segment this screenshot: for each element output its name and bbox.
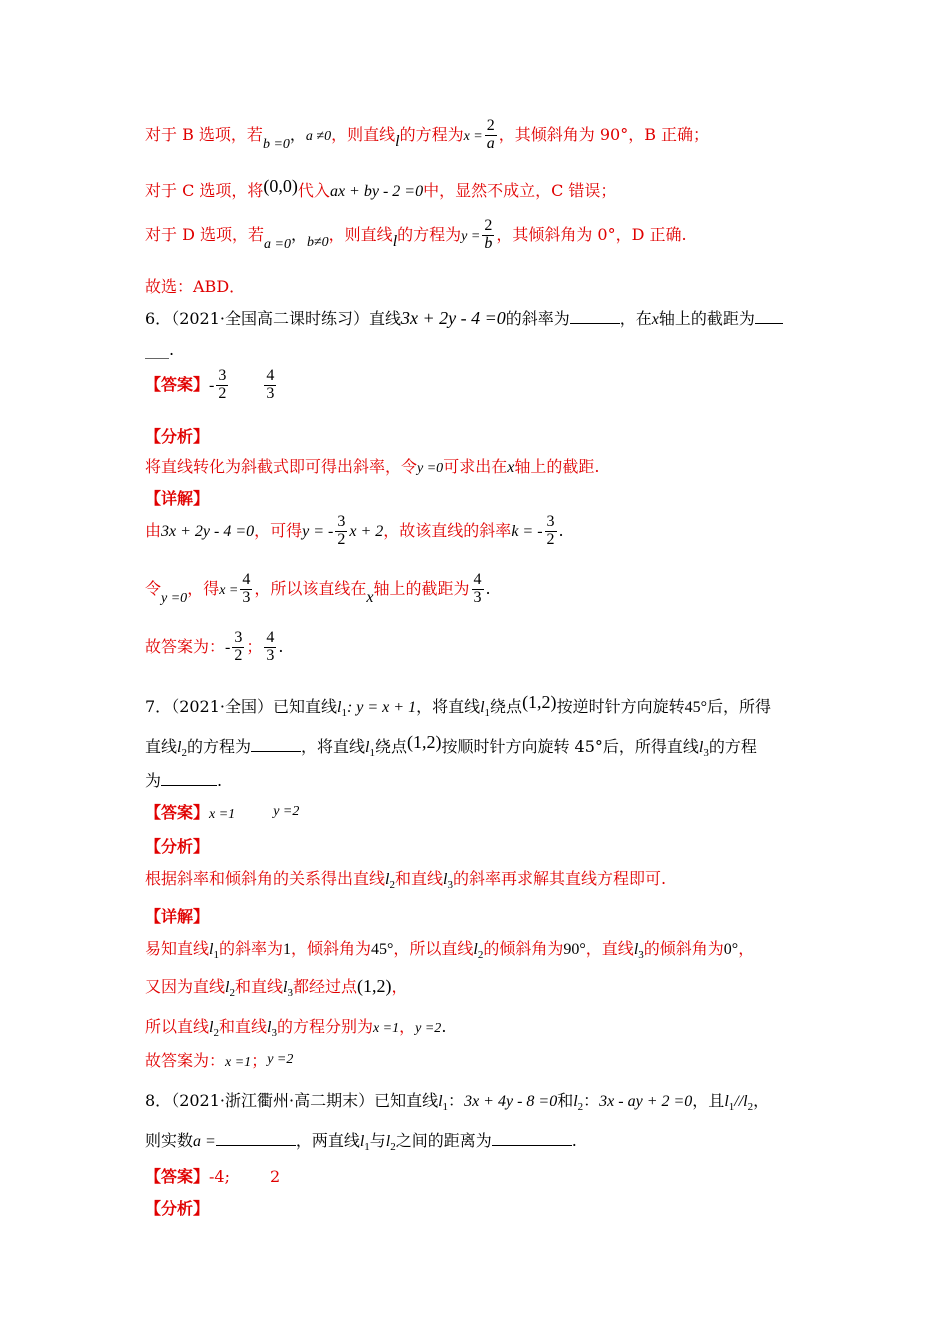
q8-source: （2021·浙江衢州·高二期末）已知直线 [171, 1091, 439, 1110]
c-option-line [145, 176, 616, 201]
d-option-mid2: 的方程为 [397, 224, 462, 244]
q7-a-l3: l [442, 871, 448, 888]
q7-d3-l2: l [209, 1019, 214, 1036]
c-equation: ax + by - 2 =0 [329, 183, 424, 200]
q8-answer-tag: 【答案】 [145, 1167, 210, 1186]
q6-final-pre: 故答案为： [145, 636, 226, 656]
q7-d1g: 的倾斜角为 [483, 939, 564, 958]
q7-question-line1: 7．（2021·全国）已知直线$l_1$: y = x + 1，将直线$l_1$绕点(1,2)按逆时针方向旋转45°后，所得 [145, 692, 771, 719]
q8-t3: ，两直线 [295, 1131, 360, 1150]
q7-d1i: ，直线 [585, 939, 634, 958]
q7-l2: l [177, 739, 182, 756]
q7-blank1[interactable] [251, 737, 301, 752]
q7-analysis-line: 根据斜率和倾斜角的关系得出直线$l_2$和直线$l_3$的斜率再求解其直线方程即可. [145, 869, 667, 891]
q7-d1-l2: l [473, 941, 478, 958]
q6-question-line1 [145, 306, 783, 329]
q7-a3: 的斜率再求解其直线方程即可. [452, 869, 667, 888]
q7-final1: x =1 [225, 1055, 252, 1070]
q7-d1f: ，所以直线 [393, 939, 474, 958]
q8-t6: . [571, 1131, 577, 1150]
q7-t4: 后，所得 [706, 697, 771, 716]
q7-detail-line3: 所以直线$l_2$和直线$l_3$的方程分别为x =1，y =2. [145, 1017, 447, 1039]
b-fraction: $\frac{2}{a}$ [486, 117, 495, 152]
d-fraction: $\frac{2}{b}$ [484, 217, 493, 252]
b-condition-2: a ≠0 [305, 128, 332, 144]
q7-d2d: (1,2) [356, 976, 392, 996]
q8-a-eq: a = [193, 1133, 216, 1150]
c-point: (0,0) [263, 176, 298, 196]
b-option-prefix: 对于 B 选项，若 [145, 124, 263, 144]
q6-blank2[interactable] [755, 309, 783, 324]
d-line-l: l [392, 232, 398, 250]
q7-d1d: ，倾斜角为 [290, 939, 371, 958]
q6-x: x [651, 311, 659, 328]
q6-text1: 的斜率为 [505, 309, 570, 328]
q6-d1-y: y = - [302, 522, 334, 540]
q7-d3d: x =1 [372, 1021, 400, 1036]
q7-d2-l2: l [225, 979, 230, 996]
q6-equation: 3x + 2y - 4 =0 [401, 308, 506, 328]
q7-answer-tag: 【答案】 [145, 803, 210, 822]
q6-answer-line [145, 368, 278, 403]
q8-answer-line [145, 1164, 280, 1187]
q7-d3e: ， [399, 1017, 416, 1036]
q7-t3: 按逆时针方向旋转 [556, 697, 685, 716]
q6-analysis-text2: 可求出在 [443, 457, 508, 476]
q8-line2a: 则实数 [145, 1131, 194, 1150]
q7-t2: 绕点 [490, 697, 523, 716]
b-option-suffix: ，其倾斜角为 90°，B 正确； [498, 124, 710, 144]
q7-ans2: y =2 [273, 804, 300, 819]
q7-detail-line2: 又因为直线$l_2$和直线$l_3$都经过点(1,2)， [145, 976, 408, 999]
q6-analysis-x: x [507, 459, 515, 476]
q6-blank1[interactable] [570, 309, 620, 324]
q8-l2: l [573, 1093, 578, 1110]
q6-source: （2021·全国高二课时练习）直线 [171, 309, 401, 328]
q7-d1j: 的倾斜角为 [643, 939, 724, 958]
q7-number: 7． [145, 697, 172, 716]
q7-d2c: 都经过点 [292, 977, 357, 996]
q8-q-l1: l [359, 1133, 365, 1150]
d-eq-lhs: y = [461, 228, 481, 244]
q6-text3: 轴上的截距为 [658, 309, 755, 328]
q8-par-l1: l [724, 1093, 729, 1110]
q7-d2a: 又因为直线 [145, 977, 226, 996]
q7-detail-tag: 【详解】 [145, 907, 210, 926]
q7-l1-equation: : y = x + 1 [346, 699, 417, 716]
q7-d1l: ， [738, 939, 755, 958]
q7-l1b: l [480, 699, 485, 716]
q8-par-l2: l [743, 1093, 748, 1110]
d-option-suffix: ，其倾斜角为 0°，D 正确. [496, 224, 687, 244]
q6-d1-mid2: ，故该直线的斜率 [383, 520, 512, 540]
q7-deg: 45° [684, 699, 707, 716]
q6-d2-fraction2: $\frac{4}{3}$ [473, 571, 482, 606]
q7-d2-l3: l [282, 979, 288, 996]
q7-d1a: 易知直线 [145, 939, 210, 958]
q7-t8: 按顺时针方向旋转 45°后，所得直线 [441, 737, 699, 756]
q6-d2-x2: x [366, 588, 374, 606]
q8-colon2: ： [583, 1091, 600, 1110]
q6-number: 6． [145, 309, 172, 328]
q8-eq1: 3x + 4y - 8 =0 [464, 1093, 558, 1110]
q5-conclusion: 故选：ABD． [145, 277, 246, 296]
q7-detail-line1: 易知直线$l_1$的斜率为1，倾斜角为45°，所以直线$l_2$的倾斜角为90°，直线$l_3$的倾斜角为0°， [145, 939, 755, 961]
q7-a2: 和直线 [394, 869, 443, 888]
q7-d1c: 1 [282, 941, 291, 958]
q8-blank1[interactable] [216, 1131, 296, 1146]
q7-d1-l1: l [209, 941, 214, 958]
q7-t1: ，将直线 [416, 697, 481, 716]
q7-t11: . [217, 771, 223, 790]
q6-detail-line1 [145, 514, 564, 549]
q7-analysis-tag: 【分析】 [145, 837, 210, 856]
b-option-line: 对于 B 选项，若b =0，a ≠0，则直线l的方程为x = $\frac{2}{a}$ ，其倾斜角为 90°，B 正确； [145, 117, 710, 152]
q6-answer-tag: 【答案】 [145, 374, 210, 394]
q7-a1: 根据斜率和倾斜角的关系得出直线 [145, 869, 386, 888]
q6-analysis-line [145, 454, 599, 477]
q7-d2b: 和直线 [234, 977, 283, 996]
q7-a-l2: l [385, 871, 390, 888]
q6-d1-eq: 3x + 2y - 4 =0 [161, 522, 255, 540]
q7-ans1: x =1 [209, 807, 236, 822]
q8-t1: ，且 [692, 1091, 725, 1110]
d-condition-1: a =0 [264, 236, 291, 252]
q7-point2: (1,2) [406, 732, 442, 752]
q8-question-line1: 8．（2021·浙江衢州·高二期末）已知直线$l_1$：3x + 4y - 8 =0和$l_2$：3x - ay + 2 =0，且$l_1//l_2$， [145, 1091, 770, 1113]
q8-ans1: -4; [209, 1167, 230, 1186]
q7-d3g: . [441, 1017, 447, 1036]
q7-final2: y =2 [267, 1052, 294, 1067]
q6-d2-mid: ，得 [187, 578, 220, 598]
q6-final-line [145, 630, 283, 665]
c-option-prefix: 对于 C 选项，将 [145, 181, 264, 200]
q6-d2-fraction: $\frac{4}{3}$ [242, 571, 251, 606]
q8-number: 8． [145, 1091, 172, 1110]
c-option-suffix: 中，显然不成立，C 错误； [423, 181, 617, 200]
q7-d1k: 0° [723, 941, 739, 958]
q6-text2: ，在 [619, 309, 652, 328]
q6-d1-k: k = - [511, 522, 543, 540]
q6-d2-pre: 令 [145, 578, 162, 598]
q6-d2-eq: y =0 [161, 590, 188, 606]
q7-l1: l [337, 699, 342, 716]
q7-d1e: 45° [371, 941, 394, 958]
q8-colon1: ： [448, 1091, 465, 1110]
q7-question-line2: 直线$l_2$的方程为 ，将直线$l_1$绕点(1,2)按顺时针方向旋转 45°后，所得直线$l_3$的方程 [145, 732, 757, 759]
q6-d2-mid3: 轴上的截距为 [373, 578, 470, 598]
q6-d2-mid2: ，所以该直线在 [254, 578, 367, 598]
d-option-mid: ，则直线 [328, 224, 393, 244]
q8-analysis-tag: 【分析】 [145, 1199, 210, 1218]
q6-d1-k-fraction: $\frac{3}{2}$ [546, 513, 555, 548]
q6-d1-rest: x + 2 [349, 522, 384, 540]
q6-d1-pre: 由 [145, 520, 162, 540]
q6-ans2-fraction: $\frac{4}{3}$ [266, 367, 275, 402]
q7-t6: ，将直线 [300, 737, 365, 756]
q8-eq2: 3x - ay + 2 =0 [599, 1093, 693, 1110]
q6-analysis-eq: y =0 [417, 461, 444, 476]
q6-detail-line2 [145, 572, 491, 607]
q7-final-line [145, 1048, 293, 1071]
b-option-mid2: 的方程为 [399, 124, 464, 144]
q7-t7: 绕点 [374, 737, 407, 756]
q6-d1-mid: ，可得 [254, 520, 303, 540]
q7-d2e: ， [391, 977, 408, 996]
q7-d1-l3: l [633, 941, 639, 958]
q6-analysis-text: 将直线转化为斜截式即可得出斜率，令 [145, 457, 418, 476]
q7-answer-line [145, 800, 299, 823]
q6-question-line2: ___. [145, 340, 175, 359]
q6-final-fraction2: $\frac{4}{3}$ [266, 629, 275, 664]
q8-t2: ， [753, 1091, 770, 1110]
q7-d1b: 的斜率为 [218, 939, 283, 958]
q6-analysis-text3: 轴上的截距. [514, 457, 600, 476]
q7-d1h: 90° [563, 941, 586, 958]
q7-source: （2021·全国）已知直线 [171, 697, 337, 716]
q8-l1: l [438, 1093, 443, 1110]
b-line-l: l [395, 132, 400, 150]
q6-d2-end: . [485, 578, 491, 598]
q7-line-pre: 直线 [145, 737, 178, 756]
q6-d1-fraction: $\frac{3}{2}$ [337, 513, 346, 548]
b-condition-1: b =0 [262, 136, 290, 152]
q7-d3b: 和直线 [218, 1017, 267, 1036]
q7-final-pre: 故答案为： [145, 1051, 226, 1070]
q7-t10: 为 [145, 771, 162, 790]
q7-d3c: 的方程分别为 [276, 1017, 373, 1036]
b-option-mid: ，则直线 [331, 124, 396, 144]
q8-ans2: 2 [270, 1167, 281, 1186]
q8-parallel-symbol: // [734, 1093, 744, 1110]
q6-final-end: . [278, 636, 284, 656]
q8-blank2[interactable] [492, 1131, 572, 1146]
q8-and: 和 [557, 1091, 574, 1110]
c-option-mid: 代入 [297, 181, 330, 200]
b-eq-lhs: x = [463, 128, 483, 144]
q7-l1c: l [365, 739, 370, 756]
q6-analysis-tag: 【分析】 [145, 427, 210, 446]
q6-ans1-fraction: $\frac{3}{2}$ [218, 367, 227, 402]
q7-t9: 的方程 [708, 737, 757, 756]
q7-l3: l [698, 739, 704, 756]
q6-d1-end: . [558, 520, 564, 540]
q8-question-line2: 则实数a = ，两直线$l_1$与$l_2$之间的距离为 . [145, 1131, 577, 1153]
q6-detail-tag: 【详解】 [145, 489, 210, 508]
q7-final-sep: ； [251, 1051, 268, 1070]
q7-d3a: 所以直线 [145, 1017, 210, 1036]
q7-blank2[interactable] [161, 771, 217, 786]
q8-t5: 之间的距离为 [395, 1131, 492, 1150]
d-condition-2: b≠0 [306, 234, 329, 250]
q6-d2-x: x = [219, 582, 239, 598]
q7-d3-l3: l [266, 1019, 272, 1036]
d-option-line: 对于 D 选项，若a =0，b≠0，则直线l的方程为y = $\frac{2}{b}$ ，其倾斜角为 0°，D 正确. [145, 217, 687, 252]
q7-question-line3 [145, 768, 222, 791]
q7-d3f: y =2 [415, 1021, 442, 1036]
q6-final-fraction1: $\frac{3}{2}$ [234, 629, 243, 664]
q8-t4: 与 [369, 1131, 386, 1150]
q6-final-sep: ； [246, 636, 263, 656]
q7-t5: 的方程为 [186, 737, 251, 756]
q6-ans1-sign: - [209, 376, 215, 394]
q8-q-l2: l [385, 1133, 391, 1150]
q7-point: (1,2) [522, 692, 557, 712]
d-option-prefix: 对于 D 选项，若 [145, 224, 265, 244]
q6-final-sign: - [225, 638, 231, 656]
